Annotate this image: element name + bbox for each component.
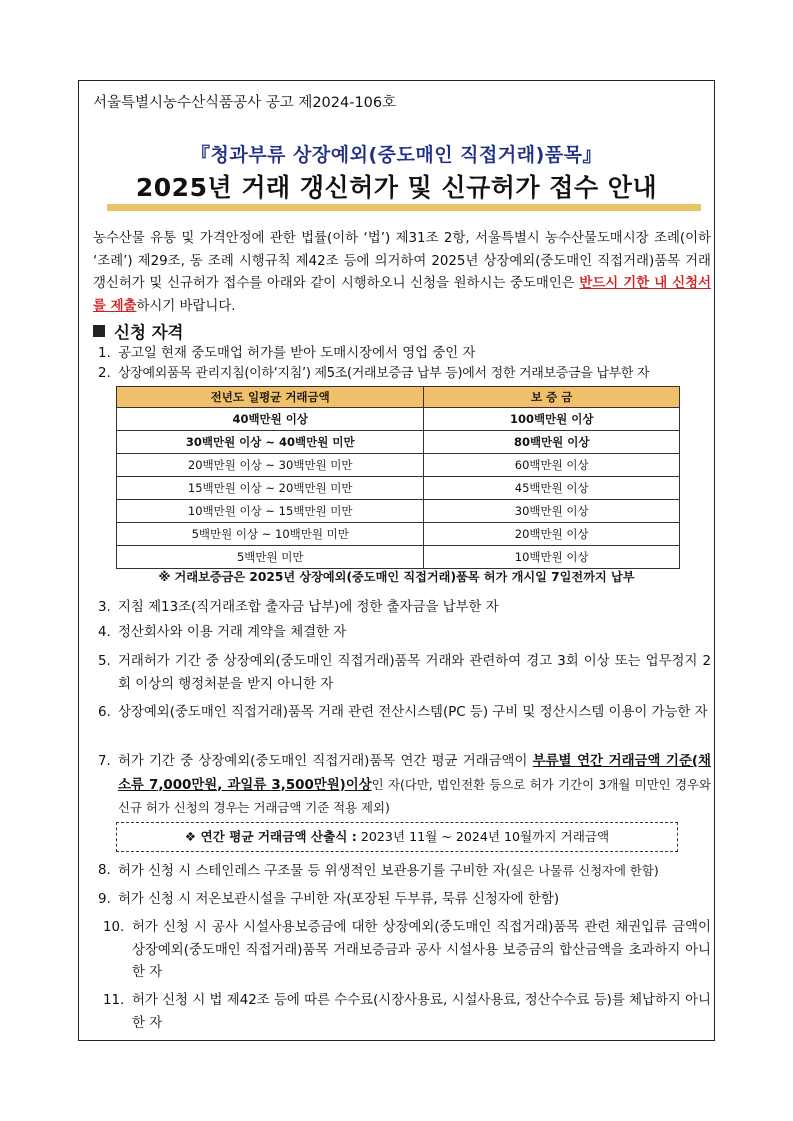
item-number: 5. xyxy=(98,654,111,669)
table-cell: 30백만원 이상 ~ 40백만원 미만 xyxy=(117,431,424,454)
table-row xyxy=(117,477,680,500)
item-number: 2. xyxy=(98,366,111,381)
list-item xyxy=(98,860,711,884)
item-text xyxy=(118,751,711,821)
list-item xyxy=(103,990,711,1035)
table-header-amount: 전년도 일평균 거래금액 xyxy=(117,387,424,408)
item-number: 4. xyxy=(98,625,111,640)
item-number: 1. xyxy=(98,346,111,361)
item-text-emphasis: 부류별 연간 거래금액 기준(채소류 7,000만원, 과일류 3,500만원)이상 xyxy=(118,754,711,793)
item-text: 상장예외품목 관리지침(이하‘지침’) 제5조(거래보증금 납부 등)에서 정한 거래보증금을 납부한 자 xyxy=(118,366,650,381)
title-underline-bar xyxy=(107,204,701,211)
table-cell: 80백만원 이상 xyxy=(424,431,680,454)
intro-emphasis: 반드시 기한 내 신청서를 제출 xyxy=(93,276,711,314)
item-number: 10. xyxy=(103,920,125,935)
item-text: 허가 신청 시 법 제42조 등에 따른 수수료(시장사용료, 시설사용료, 정산수수료 등)를 체납하지 아니한 자 xyxy=(132,993,711,1031)
table-cell: 5백만원 이상 ~ 10백만원 미만 xyxy=(117,523,424,546)
item-number: 8. xyxy=(98,863,111,878)
item-text-part: 허가 신청 시 스테인레스 구조물 등 위생적인 보관용기를 구비한 자 xyxy=(118,864,506,879)
item-text-part: (실은 나물류 신청자에 한함) xyxy=(505,863,659,878)
table-header-deposit: 보 증 금 xyxy=(424,387,680,408)
table-row xyxy=(117,408,680,431)
item-text-part: 허가 기간 중 상장예외(중도매인 직접거래)품목 연간 평균 거래금액이 xyxy=(118,754,533,769)
table-cell: 10백만원 이상 ~ 15백만원 미만 xyxy=(117,500,424,523)
item-number: 7. xyxy=(98,754,111,769)
calc-value: 2023년 11월 ~ 2024년 10월까지 거래금액 xyxy=(356,829,610,844)
table-cell: 5백만원 미만 xyxy=(117,546,424,569)
table-row xyxy=(117,431,680,454)
square-bullet-icon xyxy=(93,325,105,337)
list-item xyxy=(98,363,711,386)
table-cell: 45백만원 이상 xyxy=(424,477,680,500)
list-item xyxy=(103,917,711,985)
table-row xyxy=(117,523,680,546)
item-text: 허가 신청 시 저온보관시설을 구비한 자(포장된 두부류, 묵류 신청자에 한함) xyxy=(118,892,560,907)
notice-number: 서울특별시농수산식품공사 공고 제2024-106호 xyxy=(93,95,397,111)
intro-text: 농수산물 유통 및 가격안정에 관한 법률(이하 ‘법’) 제31조 2항, 서울특별시 농수산물도매시장 조례(이하 ‘조례’) 제29조, 동 조례 시행규칙 제42조 등에 의거하여 2025년 상장예외(중도매인 직접거래)품목 거래 갱신허가 및 신규허가 접수를 아래와 같이 시행하오니 신청을 원하시는 중도매인은 xyxy=(93,231,711,291)
deposit-note: ※ 거래보증금은 2025년 상장예외(중도매인 직접거래)품목 허가 개시일 7일전까지 납부 xyxy=(158,570,635,584)
section-heading xyxy=(93,319,184,343)
table-cell: 20백만원 이상 xyxy=(424,523,680,546)
item-text-part: 인 자(다만, 법인전환 등으로 허가 기간이 3개월 미만인 경우와 신규 허가 신청의 경우는 거래금액 기준 적용 제외) xyxy=(118,776,711,815)
item-number: 9. xyxy=(98,892,111,907)
item-text xyxy=(118,860,711,884)
item-text: 지침 제13조(직거래조합 출자금 납부)에 정한 출자금을 납부한 자 xyxy=(118,600,499,615)
guarantee-table xyxy=(116,386,680,569)
item-number: 11. xyxy=(103,993,125,1008)
item-text: 공고일 현재 중도매업 허가를 받아 도매시장에서 영업 중인 자 xyxy=(118,346,476,361)
sub-title: 『청과부류 상장예외(중도매인 직접거래)품목』 xyxy=(191,144,602,166)
item-text: 상장예외(중도매인 직접거래)품목 거래 관련 전산시스템(PC 등) 구비 및 정산시스템 이용이 가능한 자 xyxy=(118,705,708,720)
section-title: 신청 자격 xyxy=(114,323,184,342)
table-header-row xyxy=(117,387,680,408)
item-text: 거래허가 기간 중 상장예외(중도매인 직접거래)품목 거래와 관련하여 경고 3회 이상 또는 업무정지 2회 이상의 행정처분을 받지 아니한 자 xyxy=(118,654,711,692)
intro-paragraph xyxy=(93,228,711,318)
intro-tail: 하시기 바랍니다. xyxy=(136,298,236,314)
calc-label: ❖ 연간 평균 거래금액 산출식 : xyxy=(184,829,357,844)
item-text: 허가 신청 시 공사 시설사용보증금에 대한 상장예외(중도매인 직접거래)품목 관련 채권입류 금액이 상장예외(중도매인 직접거래)품목 거래보증금과 공사 시설사용 보증금의 합산금액을 초과하지 아니한 자 xyxy=(132,920,711,980)
table-cell: 15백만원 이상 ~ 20백만원 미만 xyxy=(117,477,424,500)
table-cell: 20백만원 이상 ~ 30백만원 미만 xyxy=(117,454,424,477)
list-item xyxy=(98,702,711,725)
table-cell: 40백만원 이상 xyxy=(117,408,424,431)
table-row xyxy=(117,454,680,477)
item-text: 정산회사와 이용 거래 계약을 체결한 자 xyxy=(118,625,347,640)
list-item xyxy=(98,651,711,696)
list-item xyxy=(98,622,711,645)
item-number: 3. xyxy=(98,600,111,615)
table-row xyxy=(117,500,680,523)
table-cell: 30백만원 이상 xyxy=(424,500,680,523)
table-cell: 10백만원 이상 xyxy=(424,546,680,569)
table-cell: 100백만원 이상 xyxy=(424,408,680,431)
table-row xyxy=(117,546,680,569)
list-item xyxy=(98,751,711,821)
page-title: 2025년 거래 갱신허가 및 신규허가 접수 안내 xyxy=(135,173,658,202)
list-item xyxy=(98,597,711,620)
calc-formula-box xyxy=(116,822,678,852)
table-cell: 60백만원 이상 xyxy=(424,454,680,477)
list-item xyxy=(98,889,711,912)
item-number: 6. xyxy=(98,705,111,720)
